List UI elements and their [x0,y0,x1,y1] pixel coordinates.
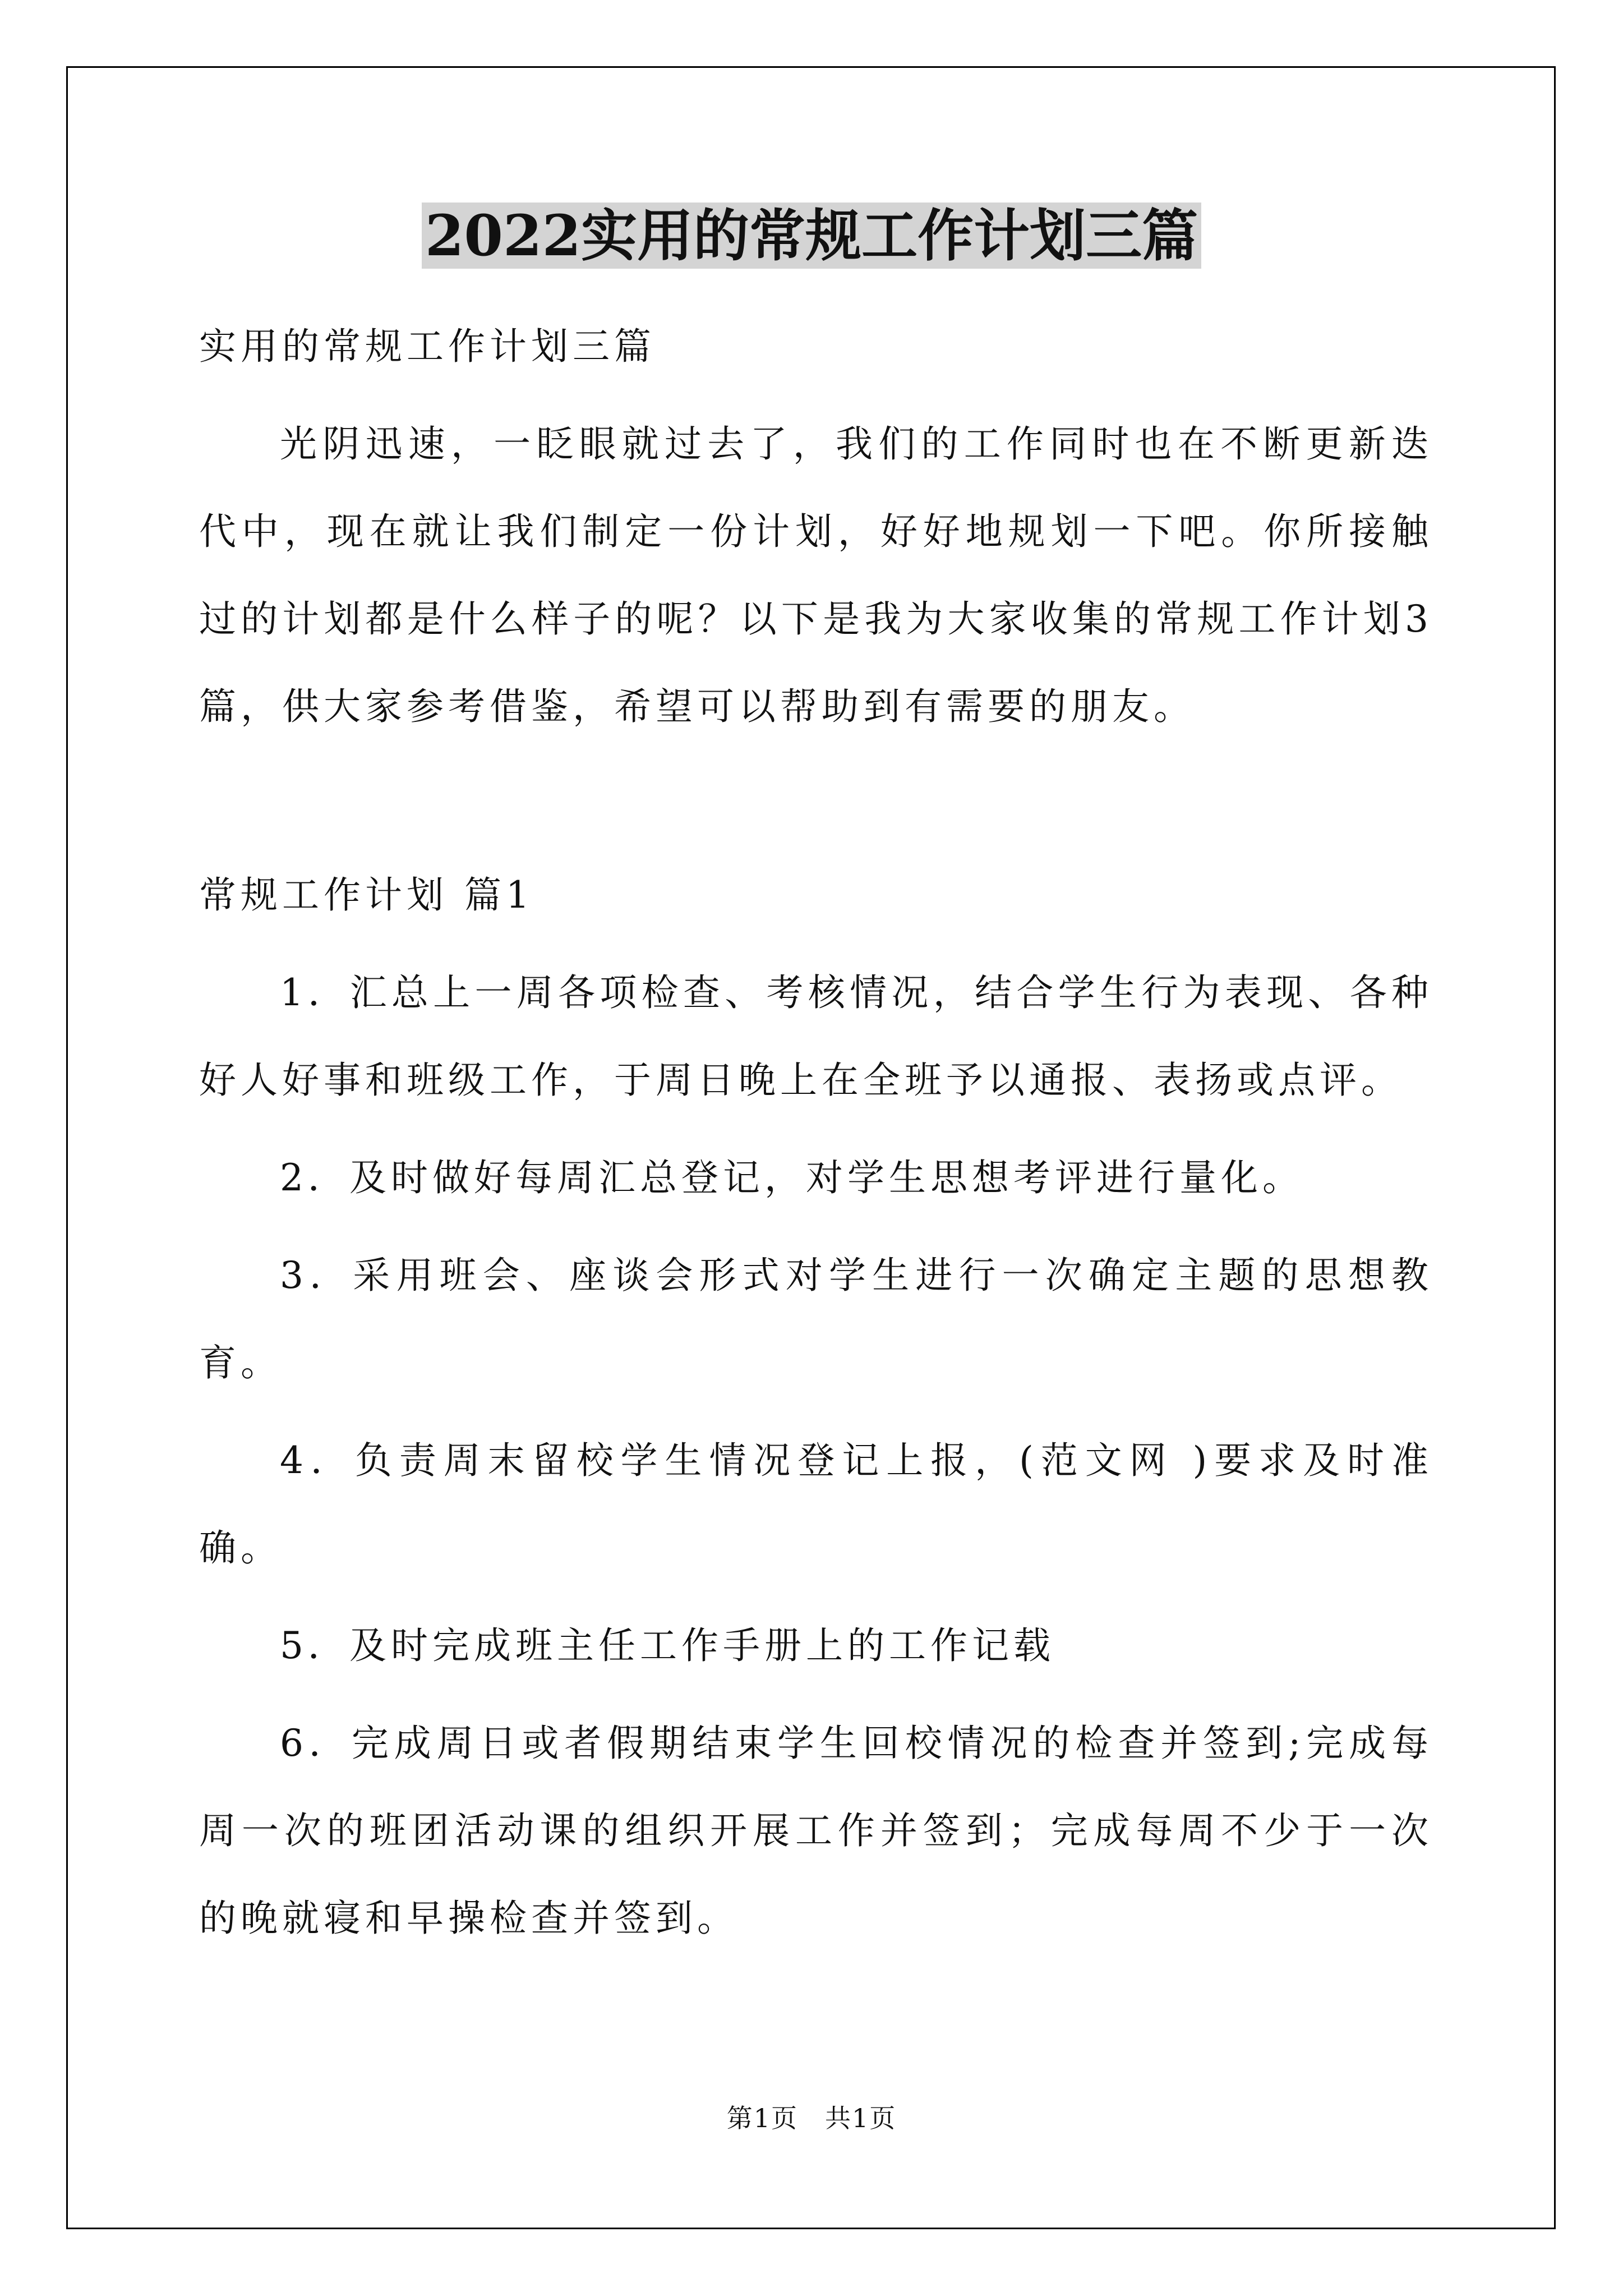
page-footer [0,2098,1623,2135]
page-number: 第1页 共1页 [726,2103,897,2133]
list-item: 6．完成周日或者假期结束学生回校情况的检查并签到;完成每周一次的班团活动课的组织开展工作并签到；完成每周不少于一次的晚就寝和早操检查并签到。 [199,1722,1433,1940]
list-item: 1．汇总上一周各项检查、考核情况，结合学生行为表现、各种好人好事和班级工作，于周日晚上在全班予以通报、表扬或点评。 [199,971,1433,1102]
intro-paragraph: 光阴迅速，一眨眼就过去了，我们的工作同时也在不断更新迭代中，现在就让我们制定一份计划，好好地规划一下吧。你所接触过的计划都是什么样子的呢？以下是我为大家收集的常规工作计划3篇，供大家参考借鉴，希望可以帮助到有需要的朋友。 [199,422,1433,728]
list-item: 2．及时做好每周汇总登记，对学生思想考评进行量化。 [280,1156,1304,1199]
document-title-text: 2022实用的常规工作计划三篇 [422,203,1201,269]
list-item: 4．负责周末留校学生情况登记上报，(范文网 )要求及时准确。 [199,1439,1433,1570]
list-item: 3．采用班会、座谈会形式对学生进行一次确定主题的思想教育。 [199,1254,1433,1384]
list-item: 5．及时完成班主任工作手册上的工作记载 [280,1624,1055,1667]
document-subtitle: 实用的常规工作计划三篇 [199,325,656,368]
document-body [199,303,1433,1962]
section-heading: 常规工作计划 篇1 [199,873,534,917]
document-title [0,194,1623,278]
